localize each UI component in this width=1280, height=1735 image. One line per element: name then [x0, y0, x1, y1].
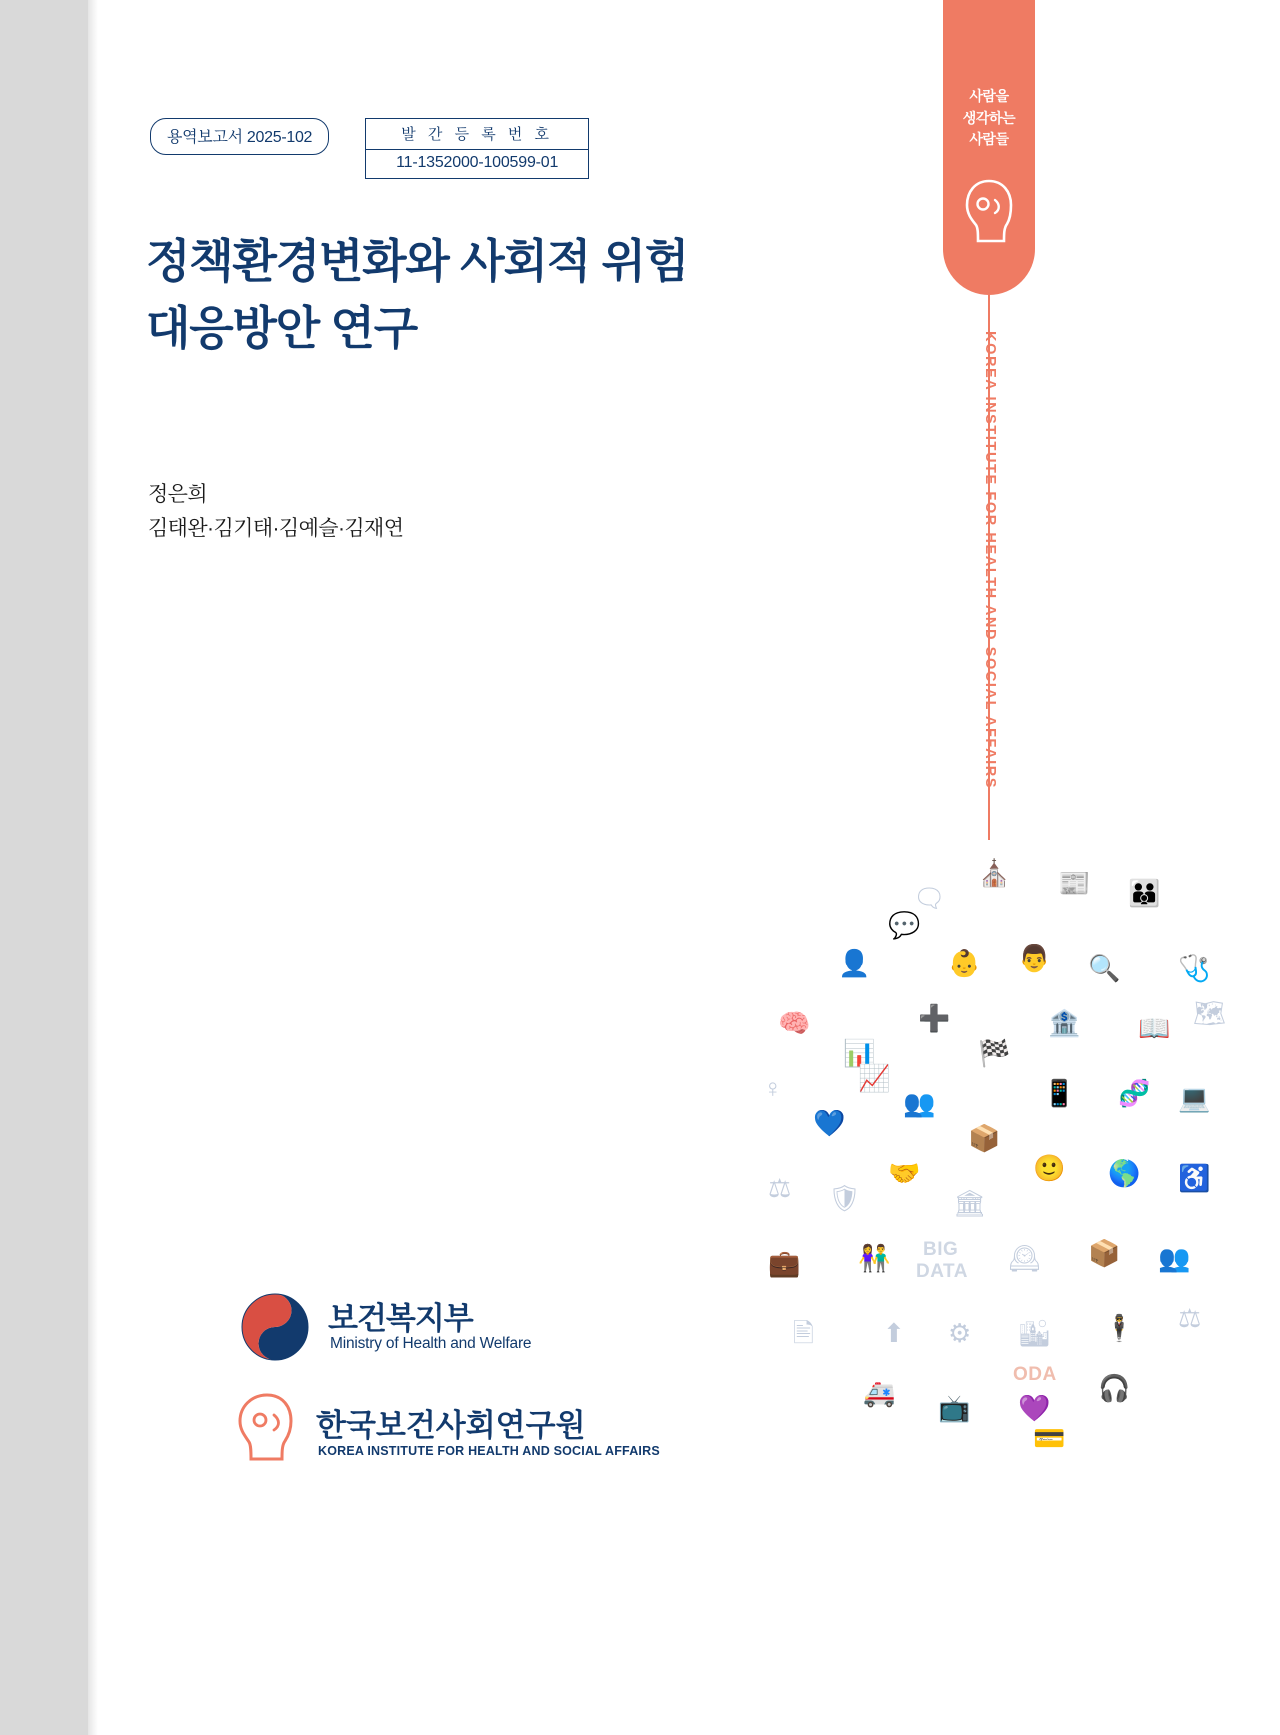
arrow-up-icon: ⬆ [883, 1318, 905, 1348]
report-number-badge: 용역보고서 2025-102 [150, 118, 329, 155]
word-data: DATA [916, 1261, 968, 1282]
kihasa-face-icon [236, 1392, 298, 1462]
briefcase-icon: 💼 [768, 1248, 801, 1278]
tagline-line-3: 사람들 [969, 131, 1009, 148]
bank-icon: 🏛 [953, 1188, 987, 1218]
hand-heart-icon: 💜 [1018, 1393, 1051, 1423]
registration-number-box [365, 118, 589, 179]
speech-bubble-icon: 🗨 [913, 883, 947, 913]
doctor-icon: 👨 [1018, 943, 1051, 973]
gender-icon: ♀ [763, 1073, 783, 1103]
heart-bubble-icon: 💬 [888, 910, 921, 940]
co-authors: 김태완·김기태·김예슬·김재연 [148, 516, 404, 540]
flag-person-icon: 🏁 [978, 1038, 1011, 1068]
brand-tagline [943, 86, 1035, 151]
mohw-name-en: Ministry of Health and Welfare [330, 1335, 532, 1352]
report-cover-page [88, 0, 1280, 1735]
brain-head-icon: 🧠 [778, 1008, 811, 1038]
word-big: BIG [923, 1239, 959, 1260]
gears-icon: ⚙ [948, 1318, 972, 1348]
baby-icon: 👶 [948, 948, 981, 978]
computer-icon: 💻 [1178, 1083, 1211, 1113]
dna-icon: 🧬 [1118, 1078, 1151, 1108]
page-title [146, 228, 906, 361]
gavel-icon: ⚖ [768, 1173, 792, 1203]
hand-globe-icon: 🌎 [1108, 1158, 1141, 1188]
tagline-line-2: 생각하는 [962, 109, 1016, 126]
title-line-2: 대응방안 연구 [146, 301, 417, 354]
mobile-hand-icon: 📱 [1043, 1078, 1076, 1108]
mohw-name-ko: 보건복지부 [328, 1301, 473, 1336]
shield-globe-icon: 🛡 [828, 1183, 862, 1213]
lead-author: 정은희 [148, 483, 208, 506]
meeting-icon: 🕰 [1008, 1243, 1042, 1273]
page-spine-shadow [88, 0, 98, 1735]
author-block [148, 478, 403, 545]
card-icon: 💳 [1033, 1423, 1066, 1453]
kihasa-name-ko: 한국보건사회연구원 [316, 1408, 586, 1443]
korea-map-icon: 🗺 [1193, 998, 1227, 1028]
plus-cross-icon: ➕ [918, 1003, 951, 1033]
kihasa-name-en: KOREA INSTITUTE FOR HEALTH AND SOCIAL AFFAIRS [318, 1444, 660, 1458]
scales-icon: ⚖ [1178, 1303, 1202, 1333]
church-icon: ⛪ [978, 858, 1011, 888]
wheelchair-icon: ♿ [1178, 1163, 1211, 1193]
registration-number: 11-1352000-100599-01 [396, 154, 559, 171]
tagline-line-1: 사람을 [969, 88, 1009, 104]
ambulance-icon: 🚑 [863, 1378, 896, 1408]
mohw-logo [238, 1285, 658, 1375]
first-aid-kit-icon: 🩺 [1178, 953, 1211, 983]
family-icon: 👪 [1128, 878, 1161, 908]
presentation-icon: 📊 [843, 1038, 876, 1068]
kihasa-face-icon [964, 178, 1014, 244]
chart-monitor-icon: 📈 [858, 1063, 891, 1093]
institute-vertical-text: KOREA INSTITUTE FOR HEALTH AND SOCIAL AFFAIRS [982, 330, 998, 790]
family-group-icon: 👫 [858, 1243, 891, 1273]
people-arrow-icon: 👥 [1158, 1243, 1191, 1273]
brand-ribbon [943, 0, 1035, 295]
title-line-1: 정책환경변화와 사회적 위험 [146, 235, 688, 287]
elderly-cane-icon: 🕴 [1103, 1313, 1136, 1343]
teacher-icon: 👤 [838, 948, 871, 978]
delivery-icon: 📦 [1088, 1238, 1121, 1268]
book-icon: 📖 [1138, 1013, 1171, 1043]
code-row [150, 118, 589, 179]
face-icon: 🙂 [1033, 1153, 1066, 1183]
bank-monitor-icon: 🏦 [1048, 1008, 1081, 1038]
kihasa-logo [236, 1392, 696, 1472]
newspaper-icon: 📰 [1058, 868, 1091, 898]
document-person-icon: 🖹 [793, 1318, 814, 1348]
search-person-icon: 🔍 [1088, 953, 1121, 983]
handshake-icon: 🤝 [888, 1158, 921, 1188]
icon-cloud [648, 850, 1248, 1510]
headset-icon: 🎧 [1098, 1373, 1131, 1403]
video-call-icon: 📺 [938, 1393, 971, 1423]
word-oda: ODA [1013, 1364, 1057, 1385]
mohw-taegeuk-icon [238, 1290, 312, 1364]
heart-search-icon: 💙 [813, 1108, 846, 1138]
registration-title: 발 간 등 록 번 호 [366, 119, 588, 150]
institute-vertical-label [900, 330, 1080, 790]
city-icon: 🏙 [1018, 1318, 1052, 1348]
box-check-icon: 📦 [968, 1123, 1001, 1153]
group-icon: 👥 [903, 1088, 936, 1118]
